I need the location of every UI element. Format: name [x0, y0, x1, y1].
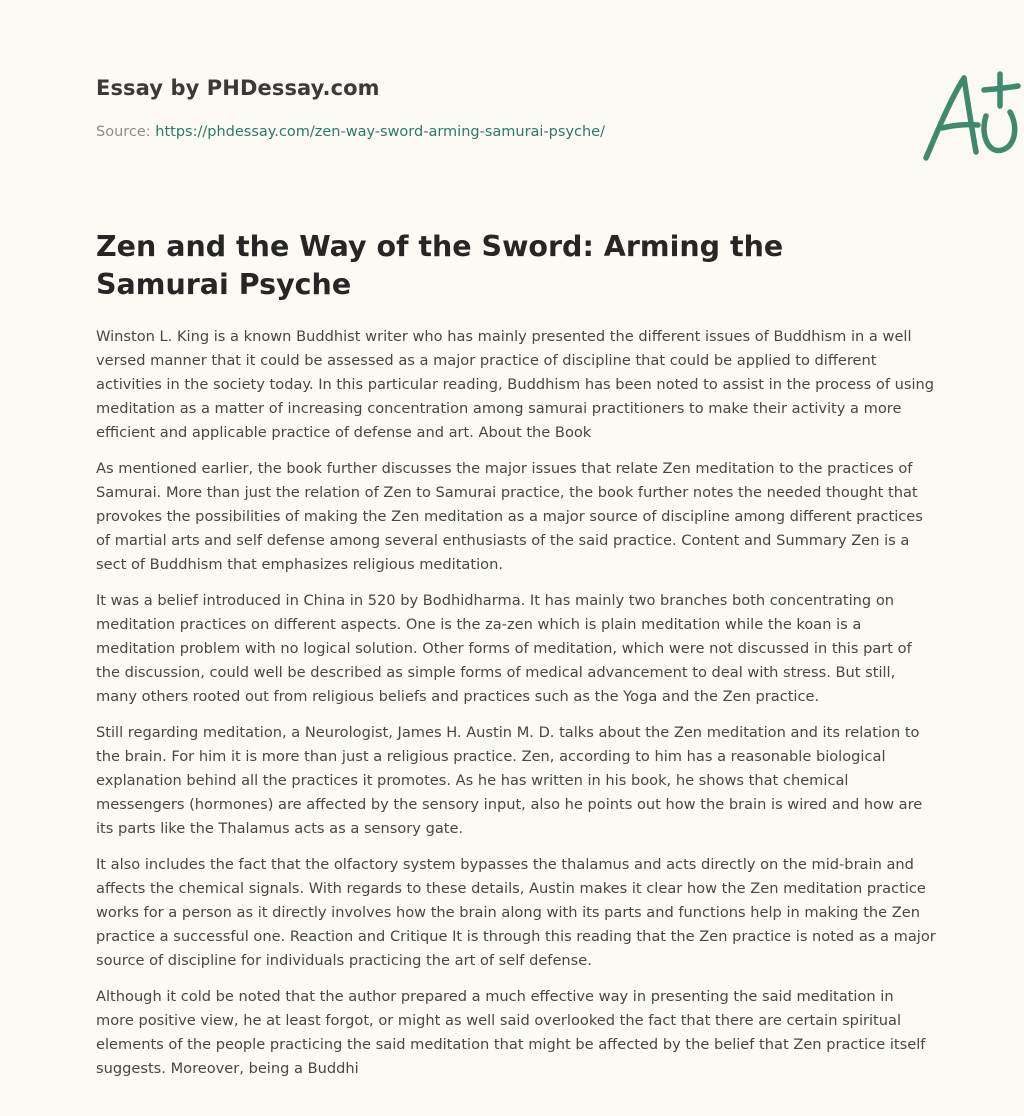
essay-paragraph: Winston L. King is a known Buddhist writer who has mainly presented the different issues of Buddhism in a well versed manner that it could be assessed as a major practice of discipline that could be applied to different activities in the society today. In this particular reading, Buddhism has been noted to assist in the process of using meditation as a matter of increasing concentration among samurai practitioners to make their activity a more efficient and applicable practice of defense and art. About the Book: [96, 328, 935, 441]
essay-title: Zen and the Way of the Sword: Arming the Samurai Psyche: [96, 230, 784, 301]
essay-paragraph: As mentioned earlier, the book further discusses the major issues that relate Zen meditation to the practices of Samurai. More than just the relation of Zen to Samurai practice, the book further notes the needed thought that provokes the possibilities of making the Zen meditation as a major source of discipline among different practices of martial arts and self defense among several enthusiasts of the said practice. Content and Summary Zen is a sect of Buddhism that emphasizes religious meditation.: [96, 460, 923, 573]
essay-paragraph: Still regarding meditation, a Neurologist, James H. Austin M. D. talks about the Zen meditation and its relation to the brain. For him it is more than just a religious practice. Zen, according to him has a reasonable biological explanation behind all the practices it promotes. As he has written in his book, he shows that chemical messengers (hormones) are affected by the sensory input, also he points out how the brain is wired and how are its parts like the Thalamus acts as a sensory gate.: [96, 724, 923, 837]
essay-paragraph: It also includes the fact that the olfactory system bypasses the thalamus and acts directly on the mid-brain and affects the chemical signals. With regards to these details, Austin makes it clear how the Zen meditation practice works for a person as it directly involves how the brain along with its parts and functions help in making the Zen practice a successful one. Reaction and Critique It is through this reading that the Zen practice is noted as a major source of discipline for individuals practicing the art of self defense.: [96, 856, 936, 969]
source-label: Source:: [96, 124, 151, 140]
essay-paragraph: Although it cold be noted that the author prepared a much effective way in presenting the said meditation in more positive view, he at least forgot, or might as well said overlooked the fact that there are certain spiritual elements of the people practicing the said meditation that might be affected by the belief that Zen practice itself suggests. Moreover, being a Buddhi: [96, 988, 926, 1077]
essay-paragraph: It was a belief introduced in China in 520 by Bodhidharma. It has mainly two branches both concentrating on meditation practices on different aspects. One is the za-zen which is plain meditation while the koan is a meditation problem with no logical solution. Other forms of meditation, which were not discussed in this part of the discussion, could well be described as simple forms of medical advancement to deal with stress. But still, many others rooted out from religious beliefs and practices such as the Yoga and the Zen practice.: [96, 592, 912, 705]
site-brand: Essay by PHDessay.com: [96, 76, 380, 100]
essay-body: [96, 325, 936, 1093]
source-line: [96, 124, 605, 140]
a-plus-icon: [920, 70, 1024, 164]
source-link[interactable]: https://phdessay.com/zen-way-sword-arming-samurai-psyche/: [155, 124, 605, 140]
